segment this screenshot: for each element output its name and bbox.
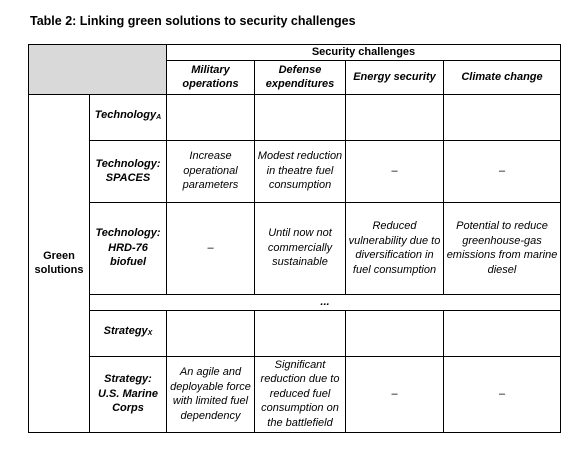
col-header-energy-security: Energy security (346, 60, 444, 94)
corner-cell (29, 45, 167, 95)
row-header-technology-hrd76: Technology: HRD-76 biofuel (90, 202, 167, 294)
table-cell: Significant reduction due to reduced fuel consumption on the battlefield (255, 356, 346, 432)
table-cell: Potential to reduce greenhouse-gas emissions from marine diesel (444, 202, 561, 294)
table-cell: Reduced vulnerability due to diversification in fuel consumption (346, 202, 444, 294)
table-cell: – (444, 356, 561, 432)
col-header-defense-expenditures: Defense expenditures (255, 60, 346, 94)
table-cell (346, 94, 444, 140)
table-cell: Increase operational parameters (167, 140, 255, 202)
table-cell (444, 94, 561, 140)
row-header-strategy-usmc: Strategy: U.S. Marine Corps (90, 356, 167, 432)
table-caption: Table 2: Linking green solutions to security challenges (30, 14, 356, 28)
table-cell: – (444, 140, 561, 202)
table-cell (444, 310, 561, 356)
table-cell: – (167, 202, 255, 294)
table-cell (167, 310, 255, 356)
table-cell: Until now not commercially sustainable (255, 202, 346, 294)
table-cell: An agile and deployable force with limited fuel dependency (167, 356, 255, 432)
row-header-strategy-x: Strategy$_X$ (90, 310, 167, 356)
table-cell (255, 310, 346, 356)
table-cell: – (346, 356, 444, 432)
table-cell: – (346, 140, 444, 202)
green-solutions-row-header: Green solutions (29, 94, 90, 432)
table-cell (346, 310, 444, 356)
table-cell (167, 94, 255, 140)
ellipsis-row: ... (90, 294, 561, 310)
table-cell (255, 94, 346, 140)
row-header-technology-a: Technology$_A$ (90, 94, 167, 140)
col-header-military-operations: Military operations (167, 60, 255, 94)
table-cell: Modest reduction in theatre fuel consumption (255, 140, 346, 202)
col-header-climate-change: Climate change (444, 60, 561, 94)
green-solutions-table (28, 44, 561, 433)
row-header-technology-spaces: Technology: SPACES (90, 140, 167, 202)
security-challenges-header: Security challenges (167, 45, 561, 61)
